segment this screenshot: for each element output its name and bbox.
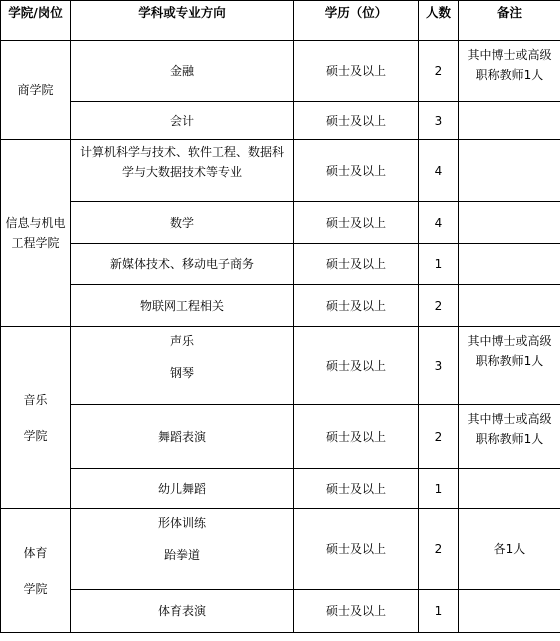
department-name-line: 商学院	[17, 83, 54, 97]
header-college: 学院/岗位	[1, 1, 71, 41]
subject-cell	[71, 202, 294, 244]
subject-line: 钢琴	[169, 366, 194, 380]
subject-line: 幼儿舞蹈	[157, 481, 206, 496]
department-cell	[1, 41, 71, 140]
subject-line: 跆拳道	[163, 548, 200, 562]
subject-line: 数学	[169, 215, 194, 230]
note-cell	[459, 405, 560, 469]
subject-line: 会计	[169, 113, 194, 128]
count-cell: 4	[419, 202, 459, 244]
note-cell	[459, 41, 560, 102]
degree-cell: 硕士及以上	[294, 405, 419, 469]
note-cell	[459, 140, 560, 202]
table-row	[1, 202, 560, 244]
count-cell: 3	[419, 102, 459, 140]
header-row	[1, 1, 560, 41]
note-cell	[459, 509, 560, 590]
count-cell: 2	[419, 41, 459, 102]
department-name-line: 音乐	[23, 392, 48, 407]
department-cell	[1, 140, 71, 327]
subject-cell	[71, 41, 294, 102]
note-cell	[459, 244, 560, 285]
note-line: 其中博士或高级	[467, 48, 552, 62]
subject-cell	[71, 285, 294, 327]
subject-line: 金融	[169, 64, 194, 78]
note-line: 职称教师1人	[475, 68, 544, 82]
degree-cell: 硕士及以上	[294, 244, 419, 285]
degree-cell: 硕士及以上	[294, 202, 419, 244]
note-line: 其中博士或高级	[467, 412, 552, 426]
degree-cell: 硕士及以上	[294, 41, 419, 102]
table-row	[1, 405, 560, 469]
count-cell: 3	[419, 327, 459, 405]
department-name-line: 学院	[23, 581, 48, 596]
degree-cell: 硕士及以上	[294, 140, 419, 202]
header-subject: 学科或专业方向	[71, 1, 294, 41]
count-cell: 2	[419, 405, 459, 469]
subject-line: 新媒体技术、移动电子商务	[109, 257, 254, 271]
count-cell: 2	[419, 509, 459, 590]
subject-line: 学与大数据技术等专业	[121, 165, 242, 179]
note-cell	[459, 202, 560, 244]
note-cell	[459, 327, 560, 405]
note-line: 职称教师1人	[475, 354, 544, 368]
header-note: 备注	[459, 1, 560, 41]
degree-cell: 硕士及以上	[294, 509, 419, 590]
table-row	[1, 244, 560, 285]
degree-cell: 硕士及以上	[294, 327, 419, 405]
subject-cell	[71, 140, 294, 202]
degree-cell: 硕士及以上	[294, 469, 419, 509]
note-line: 职称教师1人	[475, 432, 544, 446]
degree-cell: 硕士及以上	[294, 102, 419, 140]
count-cell: 2	[419, 285, 459, 327]
subject-line: 计算机科学与技术、软件工程、数据科	[79, 145, 284, 159]
subject-cell	[71, 590, 294, 633]
subject-cell	[71, 102, 294, 140]
table-row	[1, 140, 560, 202]
subject-line: 物联网工程相关	[139, 298, 224, 313]
subject-cell	[71, 244, 294, 285]
count-cell: 1	[419, 244, 459, 285]
department-name-line: 信息与机电	[5, 216, 66, 230]
count-cell: 4	[419, 140, 459, 202]
department-name-line: 体育	[23, 545, 48, 560]
department-name-line: 工程学院	[11, 236, 60, 250]
header-count: 人数	[419, 1, 459, 41]
table-row	[1, 327, 560, 405]
subject-line: 体育表演	[157, 604, 206, 618]
subject-line: 声乐	[169, 334, 194, 348]
table-row	[1, 509, 560, 590]
subject-cell	[71, 509, 294, 590]
table-row	[1, 102, 560, 140]
department-cell	[1, 327, 71, 509]
subject-line: 形体训练	[157, 516, 206, 530]
note-line: 其中博士或高级	[467, 334, 552, 348]
note-cell	[459, 285, 560, 327]
degree-cell: 硕士及以上	[294, 285, 419, 327]
table-row	[1, 285, 560, 327]
subject-cell	[71, 327, 294, 405]
degree-cell: 硕士及以上	[294, 590, 419, 633]
department-name-line: 学院	[23, 428, 48, 443]
note-cell	[459, 469, 560, 509]
subject-cell	[71, 405, 294, 469]
count-cell: 1	[419, 590, 459, 633]
table-row	[1, 590, 560, 633]
header-degree: 学历（位）	[294, 1, 419, 41]
note-cell	[459, 590, 560, 633]
count-cell: 1	[419, 469, 459, 509]
subject-line: 舞蹈表演	[157, 429, 206, 444]
note-line: 各1人	[493, 542, 526, 556]
table-row	[1, 41, 560, 102]
note-cell	[459, 102, 560, 140]
table-row	[1, 469, 560, 509]
department-cell	[1, 509, 71, 633]
subject-cell	[71, 469, 294, 509]
